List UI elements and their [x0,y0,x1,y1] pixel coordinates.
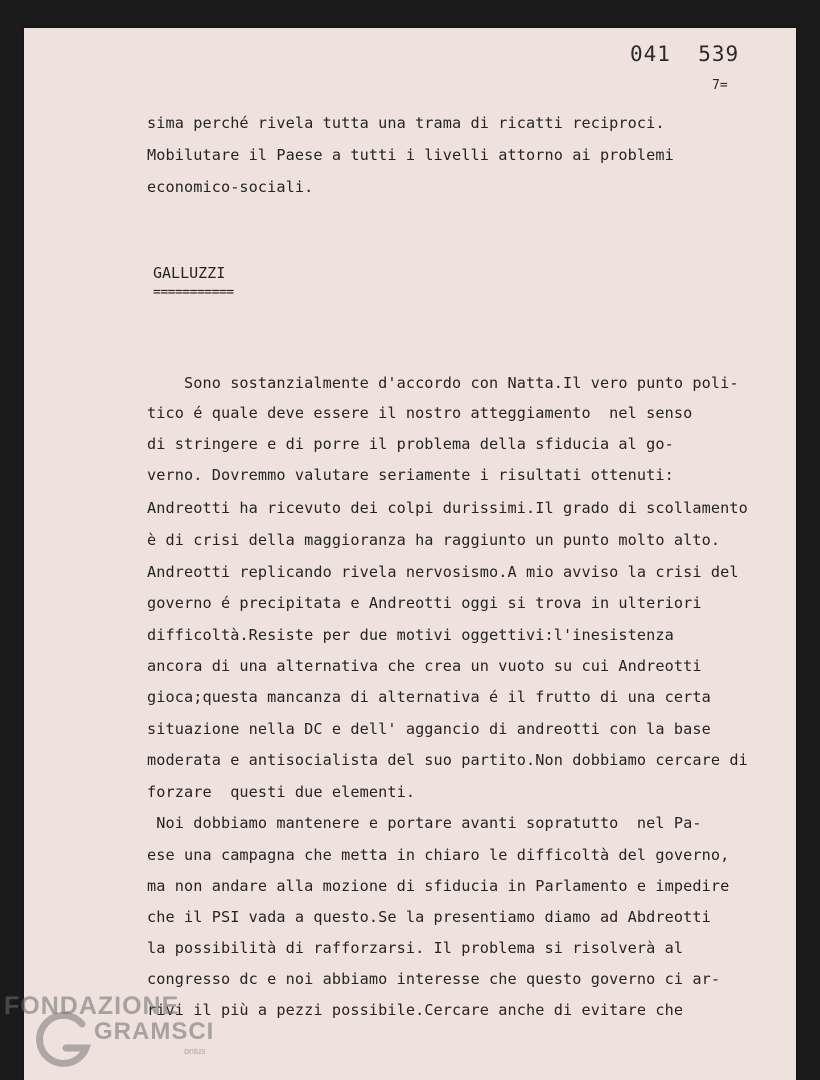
text-line: economico-sociali. [147,178,314,196]
text-line: è di crisi della maggioranza ha raggiunto un punto molto alto. [147,531,721,549]
text-line: verno. Dovremmo valutare seriamente i risultati ottenuti: [147,466,674,484]
page-number: 7= [712,78,728,93]
watermark-line1: FONDAZIONE [4,992,180,1020]
text-line: ancora di una alternativa che crea un vuoto su cui Andreotti [147,657,702,675]
watermark-line2: GRAMSCI [94,1018,215,1045]
text-line: di stringere e di porre il problema della sfiducia al go- [147,435,674,453]
text-line: che il PSI vada a questo.Se la presentiamo diamo ad Abdreotti [147,908,711,926]
speaker-underline: =========== [153,285,234,300]
text-line: sima perché rivela tutta una trama di ricatti reciproci. [147,114,665,132]
text-line: la possibilità di rafforzarsi. Il problema si risolverà al [147,939,684,957]
text-line: ese una campagna che metta in chiaro le difficoltà del governo, [147,846,730,864]
text-line: Sono sostanzialmente d'accordo con Natta.Il vero punto poli- [147,374,739,392]
text-line: tico é quale deve essere il nostro atteggiamento nel senso [147,404,693,422]
watermark-small: onlus [184,1046,206,1056]
text-line: forzare questi due elementi. [147,783,416,801]
text-line: governo é precipitata e Andreotti oggi si trova in ulteriori [147,594,702,612]
text-line: Andreotti ha ricevuto dei colpi durissimi.Il grado di scollamento [147,499,748,517]
text-line: moderata e antisocialista del suo partito.Non dobbiamo cercare di [147,751,748,769]
archive-number: 041 539 [630,42,740,66]
text-line: gioca;questa mancanza di alternativa é il frutto di una certa [147,688,711,706]
speaker-name: GALLUZZI [153,264,226,282]
text-line: congresso dc e noi abbiamo interesse che questo governo ci ar- [147,970,721,988]
document-page [24,28,796,1080]
text-line: Noi dobbiamo mantenere e portare avanti sopratutto nel Pa- [147,814,702,832]
text-line: Mobilutare il Paese a tutti i livelli attorno ai problemi [147,146,674,164]
text-line: rivi il più a pezzi possibile.Cercare anche di evitare che [147,1001,684,1019]
text-line: Andreotti replicando rivela nervosismo.A mio avviso la crisi del [147,563,739,581]
text-line: situazione nella DC e dell' aggancio di andreotti con la base [147,720,711,738]
text-line: difficoltà.Resiste per due motivi oggettivi:l'inesistenza [147,626,674,644]
text-line: ma non andare alla mozione di sfiducia in Parlamento e impedire [147,877,730,895]
